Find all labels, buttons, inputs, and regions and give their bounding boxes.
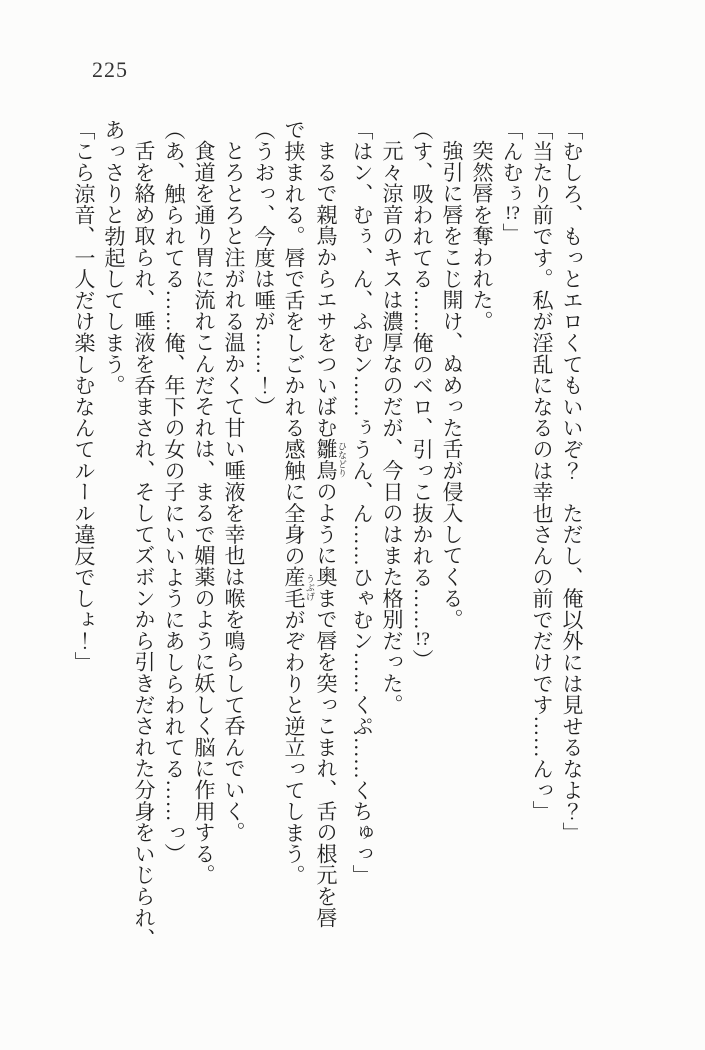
paragraph: 「こら涼音、一人だけ楽しむなんてルール違反でしょ！」	[72, 119, 96, 673]
paragraph: まるで親鳥からエサをついばむ雛鳥 ひなどりのように奥まで唇を突っこまれ、舌の根元を唇 で挟まれる。唇で舌をしごかれる感触に全身の産毛 うぶげがぞわりと逆立ってしまう。	[282, 119, 347, 929]
tate-chu-yoko: !?	[505, 204, 520, 224]
ruby-annotated-word: 雛鳥 ひなどり	[314, 438, 347, 481]
text-block	[69, 119, 587, 964]
paragraph: 「はン、むぅ、ん、ふむン……ぅうん、ん……ひゃむン……くぷ……くちゅっ」	[350, 119, 374, 886]
page-number: 225	[92, 57, 128, 82]
paragraph: （うおっ、今度は唾が……！）	[252, 119, 276, 418]
ruby-annotated-word: 産毛 うぶげ	[282, 566, 315, 609]
paragraph: （あ、触られてる……俺、年下の女の子にいいようにあしらわれてる……っ）	[162, 119, 186, 865]
paragraph: 舌を絡め取られ、唾液を呑まされ、そしてズボンから引きだされた分身をいじられ、 あっさりと勃起してしまう。	[102, 119, 156, 950]
paragraph: （す、吸われてる……俺のベロ、引っこ抜かれる……!?）	[410, 119, 434, 671]
paragraph: 「当たり前です。私が淫乱になるのは幸也さんの前でだけです……んっ」	[530, 119, 554, 822]
paragraph: 「んむぅ!?」	[500, 119, 524, 245]
paragraph: 突然唇を奪われた。	[470, 140, 494, 332]
paragraph: 食道を通り胃に流れこんだそれは、まるで媚薬のように妖しく脳に作用する。	[192, 140, 216, 886]
paragraph: 強引に唇をこじ開け、ぬめった舌が侵入してくる。	[440, 140, 464, 630]
paragraph: とろとろと注がれる温かくて甘い唾液を幸也は喉を鳴らして呑んでいく。	[222, 140, 246, 843]
tate-chu-yoko: !?	[415, 630, 430, 650]
paragraph: 元々涼音のキスは濃厚なのだが、今日のはまた格別だった。	[380, 140, 404, 716]
paragraph: 「むしろ、もっとエロくてもいいぞ？ ただし、俺以外には見せるなよ？」	[560, 119, 584, 844]
